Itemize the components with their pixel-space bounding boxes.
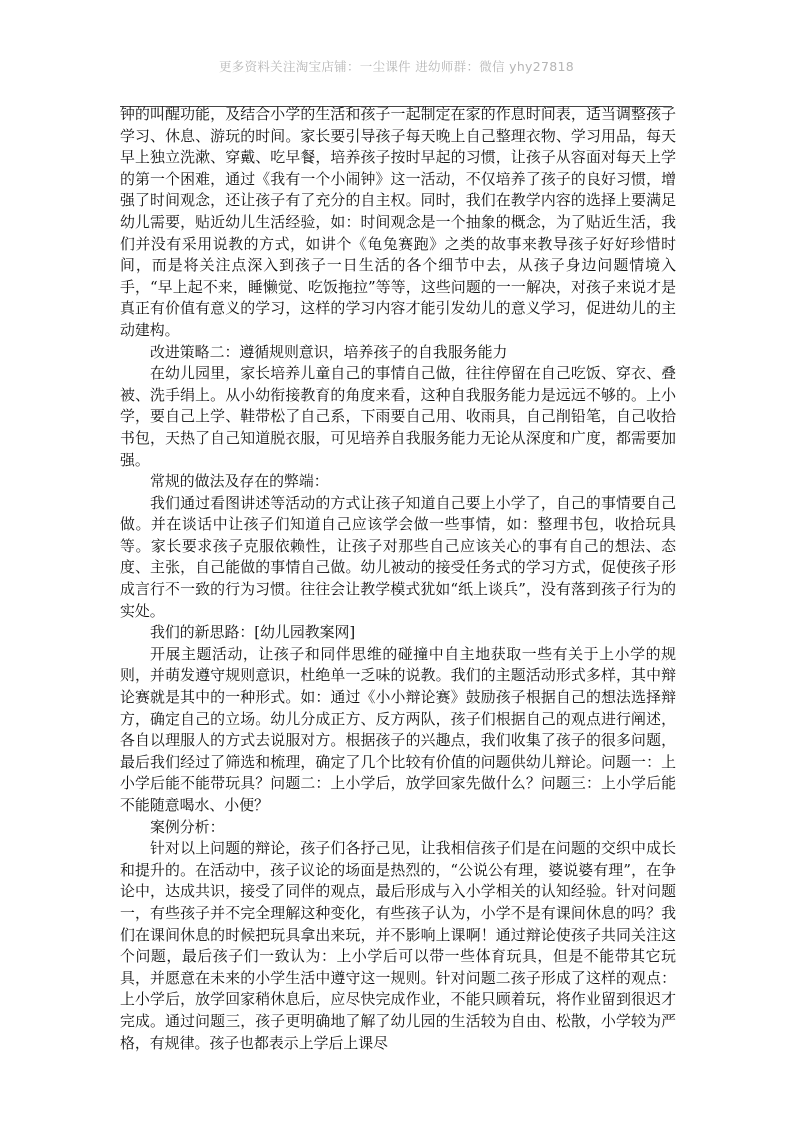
paragraph-case-analysis: 针对以上问题的辩论，孩子们各抒己见，让我相信孩子们是在问题的交织中成长和提升的。在活动中，孩子议论的场面是热烈的，“公说公有理，婆说婆有理”，在争论中，达成共识，接受了同伴的观点，最后形成与入小学相关的认知经验。针对问题一，有些孩子并不完全理解这种变化，有些孩子认为，小学不是有课间休息的吗？我们在课间休息的时候把玩具拿出来玩，并不影响上课啊！通过辩论使孩子共同关注这个问题，最后孩子们一致认为：上小学后可以带一些体育玩具，但是不能带其它玩具，并愿意在未来的小学生活中遵守这一规则。针对问题二孩子形成了这样的观点：上小学后，放学回家稍休息后，应尽快完成作业，不能只顾着玩，将作业留到很迟才完成。通过问题三，孩子更明确地了解了幼儿园的生活较为自由、松散，小学较为严格，有规律。孩子也都表示上学后上课尽 (120, 839, 676, 1052)
page-header-watermark: 更多资料关注淘宝店铺：一尘课件 进幼师群：微信 yhy27818 (218, 59, 575, 74)
heading-new-ideas: 我们的新思路：[幼儿园教案网] (150, 623, 356, 642)
paragraph-usual-practice: 我们通过看图讲述等活动的方式让孩子知道自己要上小学了，自己的事情要自己做。并在谈话中让孩子们知道自己应该学会做一些事情，如：整理书包，收拾玩具等。家长要求孩子克服依赖性，让孩子对那些自己应该关心的事有自己的想法、态度、主张，自己能做的事情自己做。幼儿被动的接受任务式的学习方式，促使孩子形成言行不一致的行为习惯。往往会让教学模式犹如“纸上谈兵”，没有落到孩子行为的实处。 (120, 493, 676, 620)
paragraph-self-service: 在幼儿园里，家长培养儿童自己的事情自己做，往往停留在自己吃饭、穿衣、叠被、洗手绢上。从小幼衔接教育的角度来看，这种自我服务能力是远远不够的。上小学，要自己上学、鞋带松了自己系，下雨要自己用、收雨具，自己削铅笔，自己收拾书包，天热了自己知道脱衣服，可见培养自我服务能力无论从深度和广度，都需要加强。 (120, 364, 676, 469)
heading-strategy-two: 改进策略二：遵循规则意识，培养孩子的自我服务能力 (150, 342, 508, 361)
paragraph-theme-activities: 开展主题活动，让孩子和同伴思维的碰撞中自主地获取一些有关于上小学的规则，并萌发遵守规则意识，杜绝单一乏味的说教。我们的主题活动形式多样，其中辩论赛就是其中的一种形式。如：通过《小小辩论赛》鼓励孩子根据自己的想法选择辩方，确定自己的立场。幼儿分成正方、反方两队，孩子们根据自己的观点进行阐述，各自以理服人的方式去说服对方。根据孩子的兴趣点，我们收集了孩子的很多问题，最后我们经过了筛选和梳理，确定了几个比较有价值的问题供幼儿辩论。问题一：上小学后能不能带玩具？问题二：上小学后，放学回家先做什么？问题三：上小学后能不能随意喝水、小便？ (120, 644, 676, 814)
heading-usual-practice: 常规的做法及存在的弊端： (150, 472, 329, 491)
document-body (120, 104, 676, 1054)
heading-case-analysis: 案例分析： (150, 817, 225, 836)
paragraph-time-habits: 钟的叫醒功能，及结合小学的生活和孩子一起制定在家的作息时间表，适当调整孩子学习、休息、游玩的时间。家长要引导孩子每天晚上自己整理衣物、学习用品，每天早上独立洗漱、穿戴、吃早餐，培养孩子按时早起的习惯，让孩子从容面对每天上学的第一个困难，通过《我有一个小闹钟》这一活动，不仅培养了孩子的良好习惯，增强了时间观念，还让孩子有了充分的自主权。同时，我们在教学内容的选择上要满足幼儿需要，贴近幼儿生活经验，如：时间观念是一个抽象的概念，为了贴近生活，我们并没有采用说教的方式，如讲个《龟兔赛跑》之类的故事来教导孩子好好珍惜时间，而是将关注点深入到孩子一日生活的各个细节中去，从孩子身边问题情境入手，“早上起不来，睡懒觉、吃饭拖拉”等等，这些问题的一一解决，对孩子来说才是真正有价值有意义的学习，这样的学习内容才能引发幼儿的意义学习，促进幼儿的主动建构。 (120, 105, 676, 339)
